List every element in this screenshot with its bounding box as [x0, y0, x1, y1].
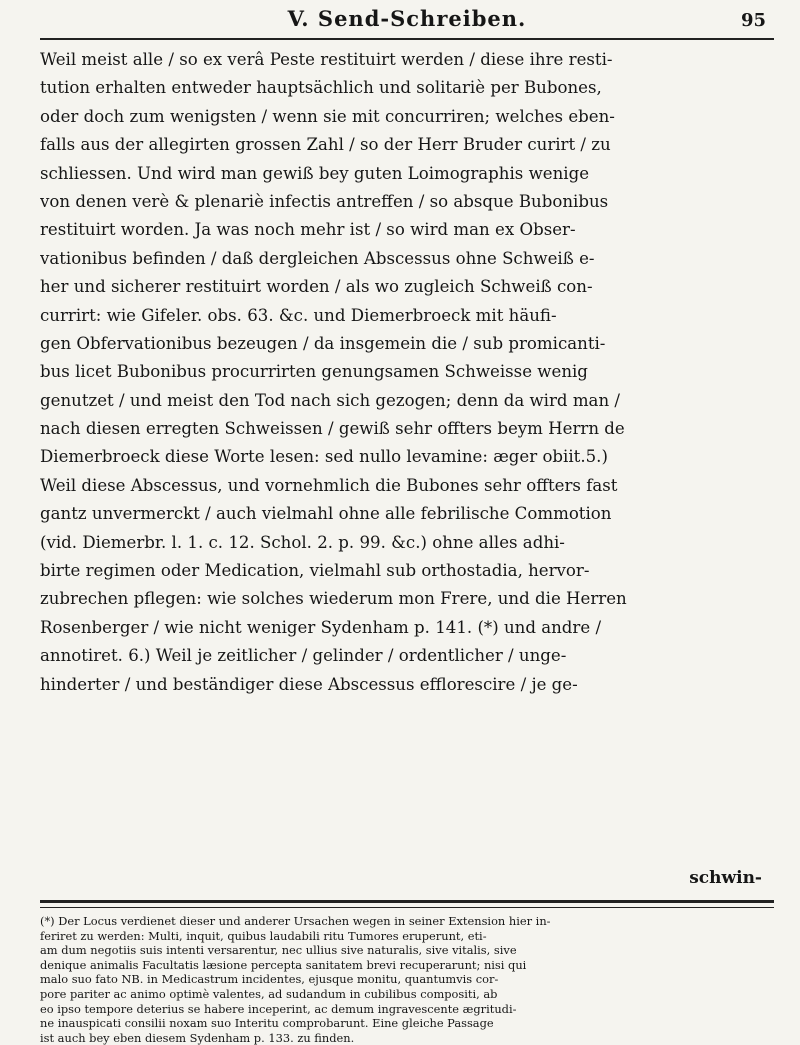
text-line: zubrechen pflegen: wie solches wiederum mon Frere, und die Herren: [40, 589, 627, 609]
footnote-line: denique animalis Facultatis læsione percepta sanitatem brevi recuperarunt; nisi qui: [40, 957, 527, 972]
text-line: Rosenberger / wie nicht weniger Sydenham p. 141. (*) und andre /: [40, 617, 602, 637]
text-line: vationibus befinden / daß dergleichen Abscessus ohne Schweiß e-: [40, 248, 595, 268]
page-header: [40, 4, 774, 40]
main-text: [40, 46, 774, 699]
footnote-line: (*) Der Locus verdienet dieser und anderer Ursachen wegen in seiner Extension hier in-: [40, 914, 551, 928]
text-line: falls aus der allegirten grossen Zahl / so der Herr Bruder curirt / zu: [40, 135, 611, 155]
footnote-line: feriret zu werden: Multi, inquit, quibus laudabili ritu Tumores eruperunt, eti-: [40, 928, 487, 943]
text-line: Weil meist alle / so ex verâ Peste restituirt werden / diese ihre resti-: [40, 50, 613, 69]
text-line: oder doch zum wenigsten / wenn sie mit concurriren; welches eben-: [40, 106, 615, 126]
text-line: Diemerbroeck diese Worte lesen: sed nullo levamine: æger obiit.5.): [40, 447, 608, 467]
footnote-line: am dum negotiis suis intenti versarentur, nec ullius sive naturalis, sive vitalis, sive: [40, 943, 517, 958]
text-line: gantz unvermerckt / auch vielmahl ohne alle febrilische Commotion: [40, 504, 612, 524]
text-line: annotiret. 6.) Weil je zeitlicher / gelinder / ordentlicher / unge-: [40, 646, 567, 666]
running-title: V. Send-Schreiben.: [287, 6, 527, 31]
footnote-rule-thin: [40, 907, 774, 908]
text-line: birte regimen oder Medication, vielmahl sub orthostadia, hervor-: [40, 561, 590, 581]
text-line: (vid. Diemerbr. l. 1. c. 12. Schol. 2. p. 99. &c.) ohne alles adhi-: [40, 532, 565, 552]
text-line: gen Obfervationibus bezeugen / da insgemein die / sub promicanti-: [40, 333, 606, 353]
text-line: hinderter / und beständiger diese Abscessus efflorescire / je ge-: [40, 674, 578, 694]
footnote-rule-thick: [40, 900, 774, 903]
page-number: 95: [740, 10, 766, 31]
text-line: tution erhalten entweder hauptsächlich und solitariè per Bubones,: [40, 78, 602, 98]
text-line: restituirt worden. Ja was noch mehr ist / so wird man ex Obser-: [40, 220, 576, 240]
footnote-line: malo suo fato NB. in Medicastrum incidentes, ejusque monitu, quantumvis cor-: [40, 972, 499, 987]
text-line: her und sicherer restituirt worden / als wo zugleich Schweiß con-: [40, 277, 593, 297]
text-line: nach diesen erregten Schweissen / gewiß sehr offters beym Herrn de: [40, 419, 625, 439]
footnote-line: ist auch bey eben diesem Sydenham p. 133. zu finden.: [40, 1030, 355, 1045]
text-line: bus licet Bubonibus procurrirten genungsamen Schweisse wenig: [40, 362, 588, 382]
text-line: von denen verè & plenariè infectis antreffen / so absque Bubonibus: [40, 191, 609, 211]
text-line: schliessen. Und wird man gewiß bey guten Loimographis wenige: [40, 163, 590, 183]
footnote-line: ne inauspicati consilii noxam suo Interitu comprobarunt. Eine gleiche Passage: [40, 1016, 494, 1031]
footnote: [40, 914, 774, 1045]
text-line: Weil diese Abscessus, und vornehmlich die Bubones sehr offters fast: [40, 475, 618, 495]
text-line: currirt: wie Gifeler. obs. 63. &c. und Diemerbroeck mit häufi-: [40, 305, 557, 325]
catchword: schwin-: [689, 868, 762, 888]
text-line: genutzet / und meist den Tod nach sich gezogen; denn da wird man /: [40, 390, 621, 410]
footnote-line: pore pariter ac animo optimè valentes, ad sudandum in cubilibus compositi, ab: [40, 986, 498, 1001]
footnote-line: eo ipso tempore deterius se habere inceperint, ac demum ingravescente ægritudi-: [40, 1001, 517, 1016]
